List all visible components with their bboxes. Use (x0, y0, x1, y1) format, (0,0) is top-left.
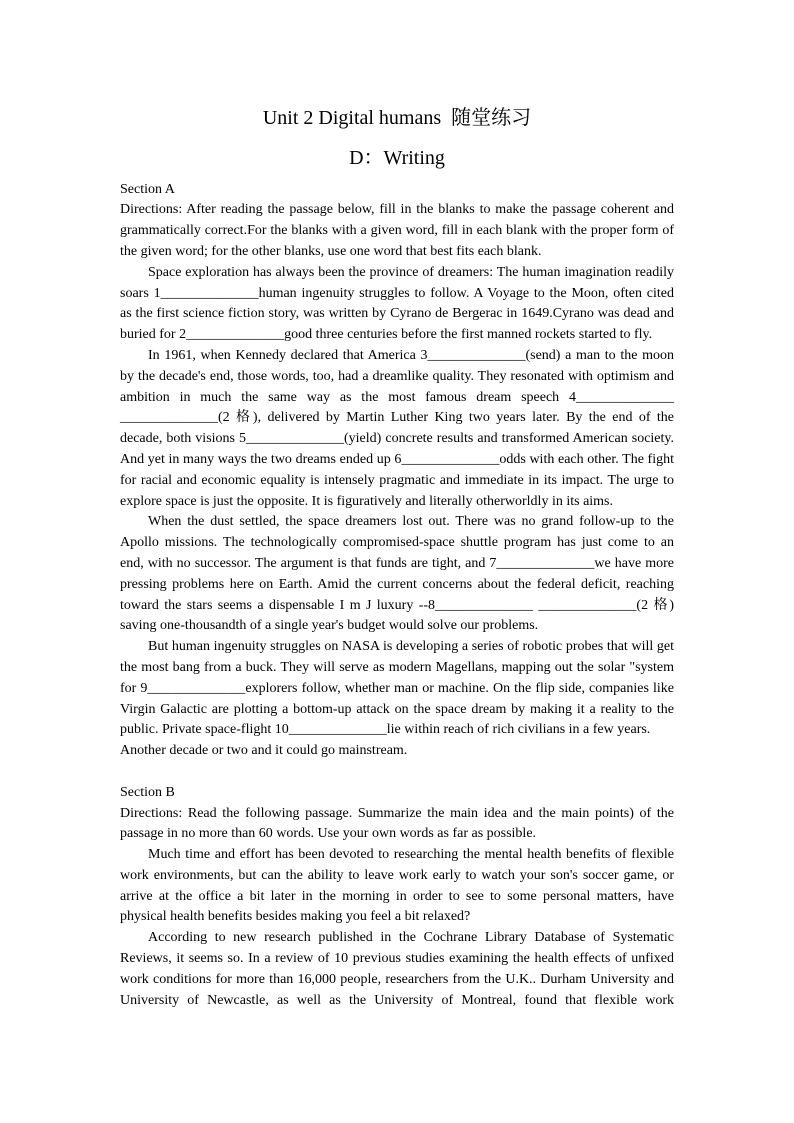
paragraph-line: ______________(2 格), delivered by Martin Luther King two years later. By the end of the (120, 410, 674, 426)
paragraph-line: University of Newcastle, as well as the University of Montreal, found that flexible work (120, 992, 674, 1008)
paragraph-line: public. Private space-flight 10______________lie within reach of rich civilians in a few years. (120, 722, 651, 738)
paragraph-line: Another decade or two and it could go mainstream. (120, 743, 408, 759)
paragraph-line: Space exploration has always been the province of dreamers: The human imagination readily (148, 264, 674, 280)
paragraph-line: work environments, but can the ability to leave work early to watch your son's soccer game, or (120, 867, 674, 883)
directions-line: Directions: Read the following passage. Summarize the main idea and the main points) of the (120, 805, 674, 821)
section-a-paragraph-4 (120, 637, 674, 762)
section-b-heading: Section B (120, 784, 175, 800)
section-a-directions (120, 200, 674, 262)
paragraph-line: According to new research published in the Cochrane Library Database of Systematic (148, 930, 674, 946)
section-b-paragraph-2 (120, 928, 674, 1011)
section-gap (120, 762, 674, 783)
section-a-paragraph-2 (120, 346, 674, 512)
directions-line: Directions: After reading the passage below, fill in the blanks to make the passage coherent and (120, 202, 674, 218)
paragraph-line: Much time and effort has been devoted to researching the mental health benefits of flexible (148, 847, 674, 863)
paragraph-line: In 1961, when Kennedy declared that America 3______________(send) a man to the moon (148, 347, 674, 363)
paragraph-line: end, with no successor. The argument is that funds are tight, and 7______________we have more (120, 555, 674, 571)
paragraph-line: explore space is just the opposite. It is figuratively and literally otherworldly in its aims. (120, 493, 614, 509)
directions-line: grammatically correct.For the blanks with a given word, fill in each blank with the proper form of (120, 223, 674, 239)
section-b-directions (120, 804, 674, 846)
paragraph-line: toward the stars seems a dispensable I m J luxury --8______________ ______________(2 格) (120, 597, 674, 613)
section-a (120, 180, 674, 762)
paragraph-line: saving one-thousandth of a single year's budget would solve our problems. (120, 618, 539, 634)
paragraph-line: work conditions for more than 16,000 people, researchers from the U.K.. Durham University and (120, 971, 674, 987)
document-body (120, 180, 674, 1012)
section-b-paragraph-1 (120, 845, 674, 928)
directions-line: the given word; for the other blanks, use one word that best fits each blank. (120, 243, 542, 259)
paragraph-line: ambition in much the same way as the most famous dream speech 4______________ (120, 389, 674, 405)
section-a-heading: Section A (120, 181, 175, 197)
paragraph-line: for 9______________explorers follow, whether man or machine. On the flip side, companies like (120, 680, 674, 696)
page-subtitle: D：Writing (349, 147, 445, 169)
paragraph-line: When the dust settled, the space dreamers lost out. There was no grand follow-up to the (148, 514, 674, 530)
paragraph-line: And yet in many ways the two dreams ended up 6______________odds with each other. The fight (120, 451, 674, 467)
section-a-paragraph-1 (120, 263, 674, 346)
paragraph-line: decade, both visions 5______________(yield) concrete results and transformed American society. (120, 431, 674, 447)
paragraph-line: But human ingenuity struggles on NASA is developing a series of robotic probes that will get (148, 639, 674, 655)
paragraph-line: Reviews, it seems so. In a review of 10 previous studies examining the health effects of unfixed (120, 951, 674, 967)
paragraph-line: buried for 2______________good three centuries before the first manned rockets started to fly. (120, 327, 653, 343)
paragraph-line: Apollo missions. The technologically compromised-space shuttle program has just come to an (120, 535, 674, 551)
section-b (120, 783, 674, 1012)
paragraph-line: physical health benefits besides making you feel a bit relaxed? (120, 909, 471, 925)
paragraph-line: Virgin Galactic are plotting a bottom-up attack on the space dream by making it a reality to the (120, 701, 674, 717)
paragraph-line: pressing problems here on Earth. Amid the current concerns about the federal deficit, reaching (120, 576, 674, 592)
directions-line: passage in no more than 60 words. Use your own words as far as possible. (120, 826, 537, 842)
page-title: Unit 2 Digital humans 随堂练习 (262, 107, 532, 129)
paragraph-line: by the decade's end, those words, too, had a dreamlike quality. They resonated with optimism and (120, 368, 674, 384)
paragraph-line: soars 1______________human ingenuity struggles to follow. A Voyage to the Moon, often cited (120, 285, 674, 301)
paragraph-line: the most bang from a buck. They will serve as modern Magellans, mapping out the solar "system (120, 659, 674, 675)
paragraph-line: for racial and economic equality is intensely pragmatic and immediate in its impact. The urge to (120, 472, 674, 488)
paragraph-line: as the first science fiction story, was written by Cyrano de Bergerac in 1649.Cyrano was dead and (120, 306, 674, 322)
paragraph-line: arrive at the office a bit later in the morning in order to see to some personal matters, have (120, 888, 674, 904)
section-a-paragraph-3 (120, 512, 674, 637)
